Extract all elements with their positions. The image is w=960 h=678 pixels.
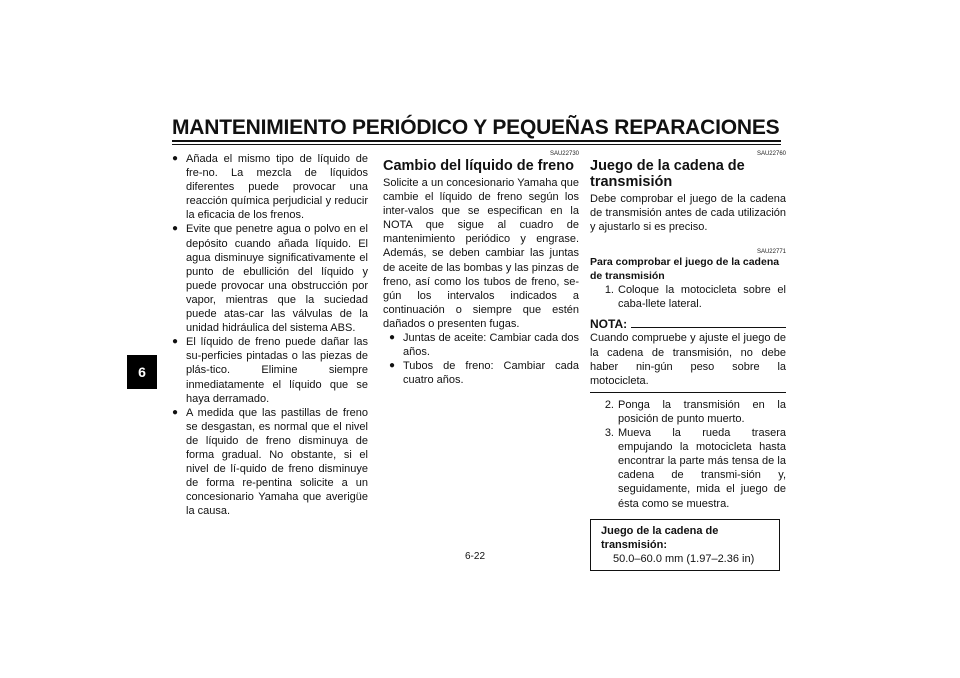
step-text: Coloque la motocicleta sobre el caba-llete lateral. [618, 284, 786, 311]
bullet-text: Tubos de freno: Cambiar cada cuatro años. [403, 360, 579, 387]
bullet-text: Juntas de aceite: Cambiar cada dos años. [403, 332, 579, 359]
subheading: Para comprobar el juego de la cadena de transmisión [590, 256, 780, 282]
bullet-item [172, 222, 368, 335]
title-rule-thin [172, 144, 781, 145]
step-item [590, 426, 786, 511]
note-text: Cuando compruebe y ajuste el juego de la cadena de transmisión, no debe haber nin-gún peso sobre la motocicleta. [590, 332, 786, 387]
reference-code: SAU22760 [756, 151, 786, 157]
chapter-tab: 6 [127, 355, 157, 389]
title-rule [172, 140, 781, 142]
bullet-text: Añada el mismo tipo de líquido de fre-no. La mezcla de líquidos diferentes puede provocar una reacción química perjudicial y reducir la eficacia de los frenos. [186, 153, 368, 222]
bullet-item [172, 335, 368, 405]
column-1 [172, 152, 368, 518]
spec-label: Juego de la cadena de transmisión: [601, 524, 719, 551]
bullet-list [383, 331, 579, 387]
bullet-icon: ● [389, 332, 396, 344]
note-label: NOTA: [590, 317, 628, 332]
reference-code: SAU22771 [756, 249, 786, 256]
bullet-item [389, 331, 579, 359]
section-heading: Juego de la cadena de transmisión [590, 158, 745, 190]
bullet-icon: ● [172, 406, 179, 418]
note-end-rule [590, 392, 786, 393]
bullet-text: A medida que las pastillas de freno se desgastan, es normal que el nivel de líquido de freno disminuya de forma gradual. No obstante, si el nivel de lí-quido de freno disminuye de forma re-pentina solicite a un concesionario Yamaha que averigüe la causa. [186, 406, 368, 518]
step-number: 1. [604, 284, 614, 297]
section-heading: Cambio del líquido de freno [383, 158, 574, 174]
bullet-text: El líquido de freno puede dañar las su-perficies pintadas o las piezas de plás-tico. Elimine siempre inmediatamente el líquido que se haya derramado. [186, 336, 368, 405]
step-text: Mueva la rueda trasera empujando la motocicleta hasta encontrar la parte más tensa de la cadena de transmi-sión y, seguidamente, mida el juego de ésta como se muestra. [618, 427, 786, 510]
paragraph: Solicite a un concesionario Yamaha que cambie el líquido de freno según los inter-valos que se especifican en la NOTA que sigue al cuadro de mantenimiento periódico y engrase. Además, se deben cambiar las juntas de aceite de las bombas y las pinzas de freno, así como los tubos de freno, se-gún los intervalos indicados a continuación o siempre que estén dañados o presenten fugas. [383, 177, 579, 330]
step-text: Ponga la transmisión en la posición de punto muerto. [618, 398, 786, 425]
paragraph: Debe comprobar el juego de la cadena de transmisión antes de cada utilización y ajustarlo si es preciso. [590, 193, 786, 234]
reference-code: SAU22730 [549, 151, 579, 157]
column-2 [383, 150, 579, 387]
bullet-icon: ● [172, 336, 179, 348]
bullet-item [389, 359, 579, 387]
bullet-icon: ● [172, 223, 179, 235]
step-number: 3. [604, 427, 614, 440]
note-line [631, 327, 786, 328]
bullet-item [172, 406, 368, 519]
spec-box [590, 519, 780, 571]
page-title: MANTENIMIENTO PERIÓDICO Y PEQUEÑAS REPARACIONES [172, 116, 780, 139]
spec-value: 50.0–60.0 mm (1.97–2.36 in) [613, 552, 755, 565]
note-header [590, 317, 786, 331]
bullet-text: Evite que penetre agua o polvo en el depósito cuando añada líquido. El agua disminuye significativamente el punto de ebullición del líquido y puede provocar una obstrucción por vapor, mientras que la suciedad puede atas-car las válvulas de la unidad hidráulica del sistema ABS. [186, 223, 368, 335]
step-number: 2. [604, 398, 614, 411]
page-number: 6-22 [465, 551, 486, 562]
step-item [590, 398, 786, 426]
column-3 [590, 150, 786, 571]
bullet-item [172, 152, 368, 222]
bullet-icon: ● [172, 153, 179, 164]
bullet-icon: ● [389, 360, 396, 372]
step-item [590, 283, 786, 311]
